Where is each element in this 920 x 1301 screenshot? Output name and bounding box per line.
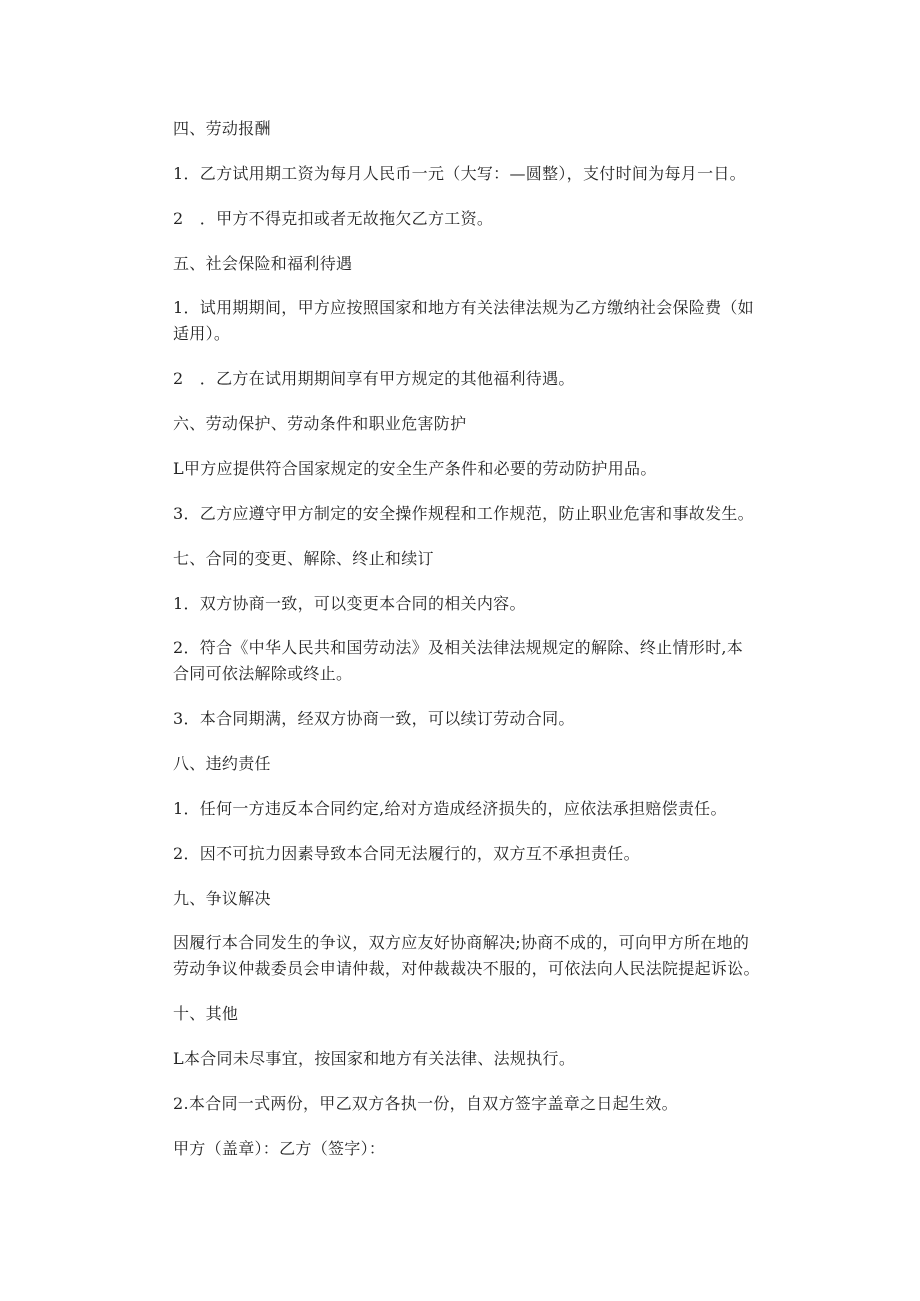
clause-5-2: 2 ．乙方在试用期期间享有甲方规定的其他福利待遇。 [173,369,575,388]
clause-5-1-line2: 适用）。 [173,324,231,343]
clause-10-2: 2.本合同一式两份，甲乙双方各执一份，自双方签字盖章之日起生效。 [173,1094,678,1113]
section-heading-social-insurance: 五、社会保险和福利待遇 [173,254,353,273]
clause-7-1: 1．双方协商一致，可以变更本合同的相关内容。 [173,594,526,613]
dispute-paragraph-line1: 因履行本合同发生的争议，双方应友好协商解决;协商不成的，可向甲方所在地的 [173,933,750,952]
clause-7-2-line1: 2．符合《中华人民共和国劳动法》及相关法律法规规定的解除、终止情形时,本 [173,638,744,657]
clause-8-2: 2．因不可抗力因素导致本合同无法履行的，双方互不承担责任。 [173,844,640,863]
dispute-paragraph-line2: 劳动争议仲裁委员会申请仲裁，对仲裁裁决不服的，可依法向人民法院提起诉讼。 [173,959,760,978]
section-heading-labor-pay: 四、劳动报酬 [173,119,271,138]
section-heading-dispute: 九、争议解决 [173,889,271,908]
clause-7-2-line2: 合同可依法解除或终止。 [173,664,353,683]
clause-6-3: 3．乙方应遵守甲方制定的安全操作规程和工作规范，防止职业危害和事故发生。 [173,504,754,523]
signature-line: 甲方（盖章）：乙方（签字）： [173,1139,386,1158]
section-heading-other: 十、其他 [173,1004,239,1023]
clause-10-1: L本合同未尽事宜，按国家和地方有关法律、法规执行。 [173,1049,576,1068]
section-heading-contract-change: 七、合同的变更、解除、终止和续订 [173,549,434,568]
clause-5-1-line1: 1．试用期期间，甲方应按照国家和地方有关法律法规为乙方缴纳社会保险费（如 [173,298,754,317]
clause-4-2: 2 ．甲方不得克扣或者无故拖欠乙方工资。 [173,209,494,228]
section-heading-liability: 八、违约责任 [173,754,271,773]
clause-7-3: 3．本合同期满，经双方协商一致，可以续订劳动合同。 [173,709,575,728]
clause-6-1: L甲方应提供符合国家规定的安全生产条件和必要的劳动防护用品。 [173,459,657,478]
section-heading-labor-protection: 六、劳动保护、劳动条件和职业危害防护 [173,414,467,433]
clause-4-1: 1．乙方试用期工资为每月人民币一元（大写：—圆整），支付时间为每月一日。 [173,164,746,183]
clause-8-1: 1．任何一方违反本合同约定,给对方造成经济损失的，应依法承担赔偿责任。 [173,799,727,818]
